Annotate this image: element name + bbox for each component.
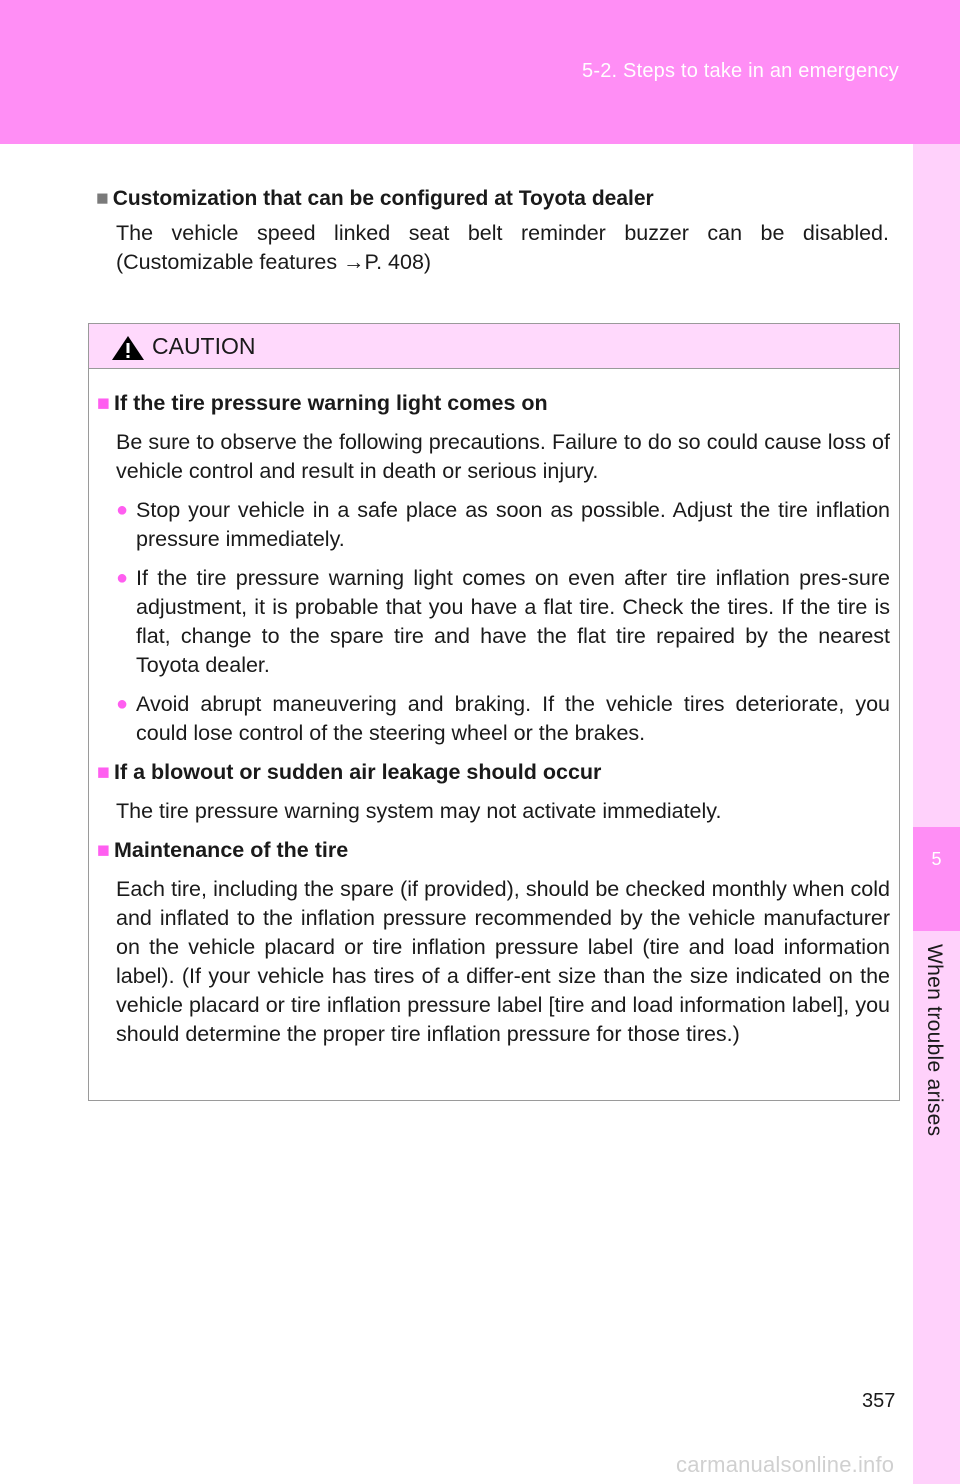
bullet-text: If the tire pressure warning light comes on even after tire inflation pres-sure adjustment, it is probable that you have a flat tire. Check the tires. If the tire is flat, change to the spare tire and have the flat tire repaired by the nearest Toyota dealer. — [136, 566, 890, 677]
chapter-side-tab — [913, 144, 960, 1484]
square-marker-icon: ■ — [96, 187, 109, 210]
caution-title: CAUTION — [152, 333, 256, 359]
bullet-dot-icon: ● — [116, 499, 129, 521]
caution-heading-maintenance — [97, 836, 890, 865]
chapter-number-box — [913, 827, 960, 931]
caution-heading-blowout — [97, 758, 890, 787]
page-header — [0, 0, 960, 144]
customization-section — [96, 184, 889, 277]
watermark: carmanualsonline.info — [676, 1452, 895, 1477]
bullet-dot-icon: ● — [116, 567, 129, 589]
section-title: 5-2. Steps to take in an emergency — [582, 60, 899, 82]
caution-paragraph: Be sure to observe the following precautions. Failure to do so could cause loss of vehicle control and result in death or serious injury. — [116, 430, 890, 483]
square-marker-icon: ■ — [97, 760, 110, 784]
customization-body: The vehicle speed linked seat belt reminder buzzer can be disabled. (Customizable features →P. 408) — [116, 221, 889, 274]
customization-heading-text: Customization that can be configured at Toyota dealer — [112, 187, 654, 210]
page-number: 357 — [862, 1390, 896, 1412]
bullet-dot-icon: ● — [116, 693, 129, 715]
bullet-text: Avoid abrupt maneuvering and braking. If the vehicle tires deteriorate, you could lose control of the steering wheel or the brakes. — [136, 692, 890, 745]
caution-paragraph: The tire pressure warning system may not activate immediately. — [116, 799, 722, 823]
chapter-title: When trouble arises — [923, 944, 946, 1137]
bullet-text: Stop your vehicle in a safe place as soon as possible. Adjust the tire inflation pressure immediately. — [136, 498, 890, 551]
caution-heading-text: If the tire pressure warning light comes on — [114, 391, 548, 415]
square-marker-icon: ■ — [97, 391, 110, 415]
caution-bullet — [116, 690, 890, 748]
caution-heading-text: If a blowout or sudden air leakage should occur — [114, 760, 602, 784]
customization-heading — [96, 184, 889, 213]
caution-bullet — [116, 496, 890, 554]
caution-heading-tire-light — [97, 389, 890, 418]
caution-header — [89, 324, 899, 369]
warning-triangle-icon — [111, 335, 145, 361]
caution-body — [89, 369, 899, 1049]
caution-box — [88, 323, 900, 1101]
caution-heading-text: Maintenance of the tire — [114, 838, 349, 862]
caution-bullet — [116, 564, 890, 680]
caution-paragraph: Each tire, including the spare (if provided), should be checked monthly when cold and inflated to the inflation pressure recommended by the vehicle manufacturer on the vehicle placard or tire inflation pressure label (tire and load information label). (If your vehicle has tires of a differ-ent size than the size indicated on the vehicle placard or tire inflation pressure label [tire and load information label], you should determine the proper tire inflation pressure for those tires.) — [116, 877, 890, 1046]
chapter-number: 5 — [931, 849, 942, 869]
square-marker-icon: ■ — [97, 838, 110, 862]
